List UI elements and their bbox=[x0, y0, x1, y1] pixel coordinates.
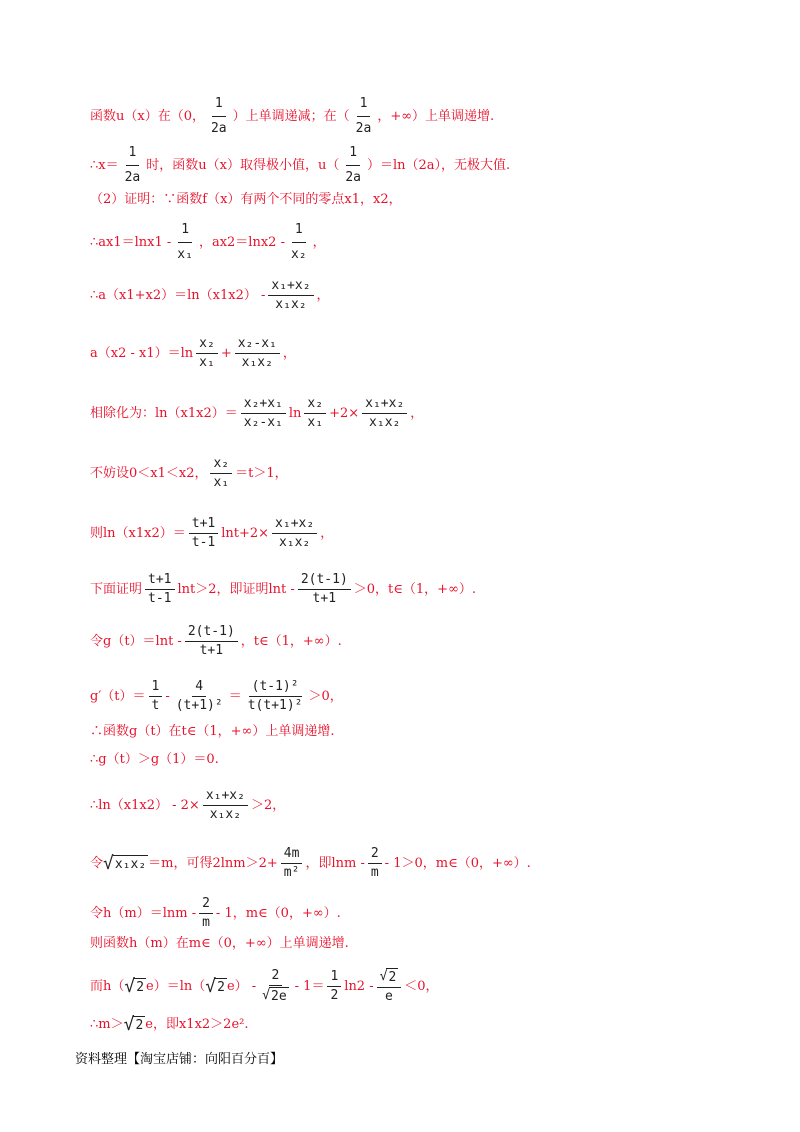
line-12 bbox=[90, 679, 343, 714]
square-root: √ 2 bbox=[379, 969, 397, 985]
text: 令h（m）＝lnm - bbox=[90, 905, 197, 921]
fraction: $\frac{\text{x₂}}{\text{x₁}}$ bbox=[196, 336, 218, 371]
text: ＜0， bbox=[404, 978, 439, 994]
fraction: $\frac{\text{x₂+x₁}}{\text{x₂-x₁}}$ bbox=[241, 396, 286, 431]
text: ＞0，t∈（1，+∞）. bbox=[353, 581, 477, 597]
text: - 1＞0，m∈（0，+∞）. bbox=[384, 855, 531, 871]
fraction: $\frac{2(t-1)}{t+1}$ bbox=[185, 624, 238, 659]
text: ∴m＞ bbox=[90, 1017, 124, 1032]
text: ＝ bbox=[228, 688, 242, 704]
line-8 bbox=[90, 456, 288, 491]
text: g′（t）＝ bbox=[90, 688, 146, 704]
square-root: √ x₁x₂ bbox=[103, 852, 147, 874]
text: ＝m，可得2lnm＞2+ bbox=[148, 855, 278, 871]
fraction: $\frac{\text{x₁+x₂}}{\text{x₁x₂}}$ bbox=[272, 516, 317, 551]
text: e，即x1x2＞2e². bbox=[145, 1017, 249, 1032]
line-1 bbox=[90, 96, 494, 137]
text: ∴ln（x1x2） - 2× bbox=[90, 797, 200, 813]
fraction: 2 √ 2e bbox=[259, 968, 291, 1005]
fraction: $\frac{\text{x₁+x₂}}{\text{x₁x₂}}$ bbox=[362, 396, 407, 431]
line-13 bbox=[90, 724, 335, 740]
text: ，+∞）上单调递增. bbox=[377, 108, 495, 124]
fraction: $\frac{4}{\text{(t+1)²}}$ bbox=[175, 679, 223, 713]
line-5 bbox=[90, 278, 330, 313]
line-20 bbox=[90, 1016, 249, 1034]
text: 令g（t）＝lnt - bbox=[90, 633, 182, 649]
text: e）＝ln（ bbox=[146, 978, 206, 994]
text: 时，函数u（x）取得极小值，u（ bbox=[146, 157, 340, 173]
fraction: $\frac{1}{2}$ bbox=[327, 969, 341, 1004]
fraction: $\frac{4m}{\text{m²}}$ bbox=[281, 846, 303, 881]
fraction: $\frac{1}{\text{x₂}}$ bbox=[290, 222, 307, 262]
footer-source-note: 资料整理【淘宝店铺：向阳百分百】 bbox=[75, 1052, 284, 1067]
text: - 1＝ bbox=[294, 978, 325, 994]
text: ∴a（x1+x2）＝ln（x1x2） - bbox=[90, 287, 266, 303]
text: ＞0， bbox=[308, 688, 343, 704]
text: ln2 - bbox=[344, 978, 374, 994]
fraction: $\frac{1}{\text{x₁}}$ bbox=[177, 222, 193, 262]
square-root: √ 2 bbox=[124, 975, 145, 997]
line-7 bbox=[90, 396, 423, 431]
text: ∴ax1＝lnx1 - bbox=[90, 234, 172, 250]
text: ）上单调递减；在（ bbox=[232, 108, 350, 124]
line-18 bbox=[90, 936, 349, 952]
fraction: $\frac{\text{(t-1)²}}{\text{t(t+1)²}}$ bbox=[247, 679, 303, 713]
line-15 bbox=[90, 788, 285, 823]
text: lnt+2× bbox=[221, 525, 270, 541]
line-16 bbox=[90, 846, 531, 881]
text: 则函数h（m）在m∈（0，+∞）上单调递增. bbox=[90, 936, 349, 951]
text: 相除化为：ln（x1x2）＝ bbox=[90, 405, 238, 421]
text: ，ax2＝lnx2 - bbox=[198, 234, 285, 250]
line-10 bbox=[90, 572, 476, 607]
fraction-denominator bbox=[259, 986, 291, 1005]
text: ， bbox=[320, 525, 334, 541]
fraction: $\frac{\text{x₂-x₁}}{\text{x₁x₂}}$ bbox=[235, 336, 280, 371]
text: - 1，m∈（0，+∞）. bbox=[215, 905, 341, 921]
fraction: $\frac{\text{x₁+x₂}}{\text{x₁x₂}}$ bbox=[268, 278, 313, 313]
text: +2× bbox=[329, 405, 360, 421]
line-14 bbox=[90, 752, 219, 768]
text: ， bbox=[312, 234, 326, 250]
text: ∴x＝ bbox=[90, 157, 119, 173]
line-9 bbox=[90, 516, 333, 551]
text: ， bbox=[282, 345, 296, 361]
text: 下面证明 bbox=[90, 581, 143, 597]
text: ， bbox=[316, 287, 330, 303]
text: 则ln（x1x2）＝ bbox=[90, 525, 186, 541]
fraction: $\frac{1}{2a}$ bbox=[210, 96, 227, 136]
line-19 bbox=[90, 968, 439, 1005]
square-root: √ 2e bbox=[262, 988, 287, 1004]
line-11 bbox=[90, 624, 342, 659]
text: （2）证明：∵函数f（x）有两个不同的零点x1，x2， bbox=[90, 192, 402, 207]
text: 函数u（x）在（0， bbox=[90, 108, 205, 124]
text: ， bbox=[410, 405, 424, 421]
text: ＞2， bbox=[250, 797, 286, 813]
fraction: $\frac{1}{2a}$ bbox=[345, 145, 361, 185]
fraction: $\frac{2(t-1)}{t+1}$ bbox=[298, 572, 351, 607]
text: ∴函数g（t）在t∈（1，+∞）上单调递增. bbox=[90, 724, 335, 739]
square-root: √ 2 bbox=[205, 975, 225, 997]
fraction: $\frac{1}{2a}$ bbox=[355, 96, 372, 136]
line-3 bbox=[90, 192, 402, 208]
fraction: $\frac{\text{x₂}}{\text{x₁}}$ bbox=[210, 456, 232, 491]
line-17 bbox=[90, 896, 341, 931]
line-6 bbox=[90, 336, 296, 371]
text: + bbox=[220, 345, 232, 361]
fraction-numerator bbox=[377, 968, 402, 988]
text: e） - bbox=[226, 978, 257, 994]
text: ，即lnm - bbox=[305, 855, 365, 871]
text: ）＝ln（2a），无极大值. bbox=[367, 157, 511, 173]
fraction: $\frac{\text{x₁+x₂}}{\text{x₁x₂}}$ bbox=[203, 788, 248, 823]
text: ＝t＞1， bbox=[235, 465, 288, 481]
fraction: $\frac{1}{t}$ bbox=[149, 679, 163, 714]
text: ln bbox=[288, 405, 302, 421]
text: - bbox=[165, 688, 170, 704]
fraction: $\frac{t+1}{t-1}$ bbox=[189, 516, 218, 551]
fraction: $\frac{2}{m}$ bbox=[368, 846, 382, 881]
fraction: $\frac{t+1}{t-1}$ bbox=[145, 572, 174, 607]
text: ，t∈（1，+∞）. bbox=[240, 633, 342, 649]
text: 不妨设0＜x1＜x2， bbox=[90, 465, 208, 481]
fraction: √ 2 e bbox=[377, 968, 402, 1005]
fraction: $\frac{2}{m}$ bbox=[199, 896, 213, 931]
text: lnt＞2，即证明lnt - bbox=[177, 581, 295, 597]
fraction: $\frac{\text{x₂}}{\text{x₁}}$ bbox=[304, 396, 326, 431]
fraction: $\frac{1}{2a}$ bbox=[124, 145, 141, 185]
text: a（x2 - x1）＝ln bbox=[90, 345, 194, 361]
text: 而h（ bbox=[90, 978, 125, 994]
text: ∴g（t）＞g（1）＝0. bbox=[90, 752, 219, 767]
square-root: √ 2 bbox=[123, 1014, 144, 1035]
text: 令 bbox=[90, 855, 104, 871]
line-2 bbox=[90, 145, 510, 186]
line-4 bbox=[90, 222, 326, 263]
